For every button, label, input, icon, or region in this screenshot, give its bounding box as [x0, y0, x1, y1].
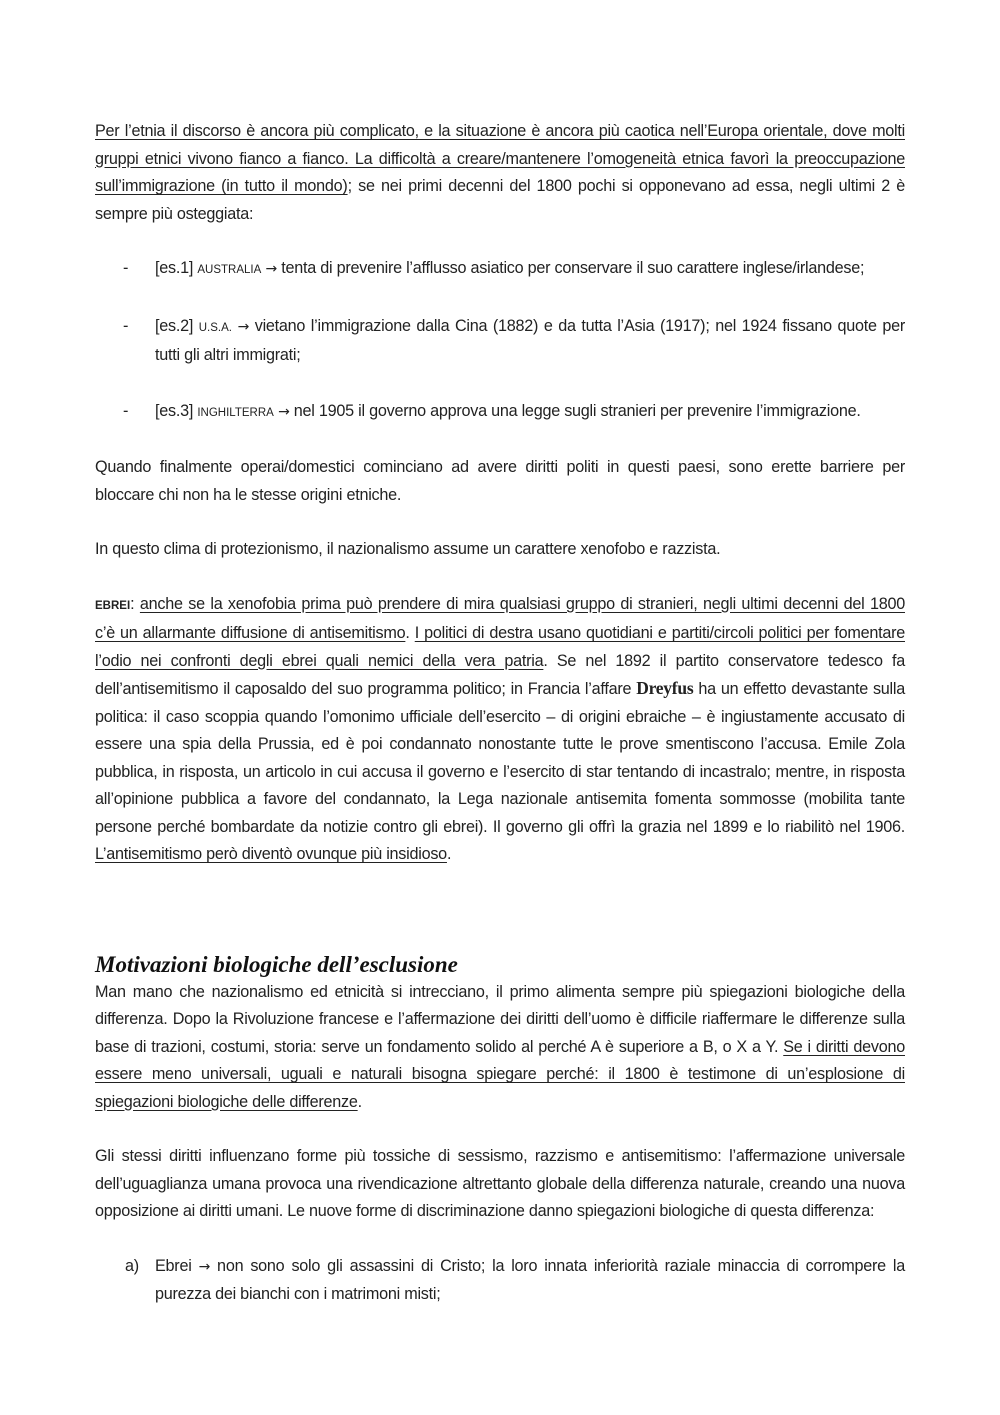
- bold-name: Dreyfus: [636, 678, 694, 698]
- alpha-list: [95, 1253, 905, 1309]
- example-text: tenta di prevenire l’afflusso asiatico per conservare il suo carattere inglese/irlandese;: [281, 259, 865, 277]
- paragraph-protectionism: In questo clima di protezionismo, il nazionalismo assume un carattere xenofobo e razzista.: [95, 540, 721, 558]
- example-text: nel 1905 il governo approva una legge sugli stranieri per prevenire l’immigrazione.: [293, 401, 861, 420]
- example-ref: [es.3]: [155, 401, 198, 420]
- section-heading: Motivazioni biologiche dell’esclusione: [95, 951, 458, 977]
- section-label: EBREI: [95, 599, 131, 612]
- bullet-dash: -: [123, 316, 129, 335]
- list-item: [95, 255, 905, 285]
- paragraph-barriers: Quando finalmente operai/domestici cominciano ad avere diritti politi in questi paesi, sono erette barriere per bloccare chi non ha le stesse origini etniche.: [95, 458, 905, 504]
- list-marker: a): [125, 1256, 139, 1275]
- paragraph-jews: [95, 591, 905, 869]
- country-name: U.S.A.: [198, 321, 232, 334]
- bullet-dash: -: [123, 259, 129, 277]
- paragraph-rights: Gli stessi diritti influenzano forme più tossiche di sessismo, razzismo e antisemitismo: l’affermazione universale dell’uguaglianza umana provoca una rivendicazione altrettanto globale della differenza naturale, creando una nuova opposizione ai diritti umani. Le nuove forme di discriminazione danno spiegazioni biologiche di questa differenza:: [95, 1147, 905, 1220]
- underlined-text: Per l’etnia il discorso è ancora più complicato, e la situazione è ancora più caotica nell’Europa orientale, dove molti gruppi etnici vivono fianco a fianco. La difficoltà a creare/mantenere l’omogeneità etnica favorì la preoccupazione sull’immigrazione (in tutto il mondo): [95, 122, 905, 195]
- arrow-right-icon: →: [237, 318, 250, 335]
- country-name: INGHILTERRA: [197, 406, 274, 419]
- list-text: non sono solo gli assassini di Cristo; la loro innata inferiorità raziale minaccia di corrompere la purezza dei bianchi con i matrimoni misti;: [155, 1256, 905, 1303]
- paragraph-text: ; se nei primi decenni del 1800 pochi si opponevano ad essa, negli ultimi 2 è sempre più osteggiata:: [95, 177, 905, 223]
- underlined-text: I politici di destra usano quotidiani e partiti/circoli politici per fomentare l’odio nei confronti degli ebrei quali nemici della vera patria: [95, 624, 905, 670]
- example-ref: [es.2]: [155, 316, 199, 335]
- paragraph-text: Man mano che nazionalismo ed etnicità si intrecciano, il primo alimenta sempre più spiegazioni biologiche della differenza. Dopo la Rivoluzione francese e l’affermazione dei diritti dell’uomo è difficile riaffermare le differenze sulla base di trazioni, costumi, storia: serve un fondamento solido al perché A è superiore a B, o X a Y.: [95, 982, 905, 1056]
- list-item: [95, 313, 905, 370]
- example-text: vietano l’immigrazione dalla Cina (1882) e da tutta l’Asia (1917); nel 1924 fissano quote per tutti gli altri immigrati;: [155, 316, 906, 364]
- paragraph-text: . Se nel 1892 il partito conservatore tedesco fa dell’antisemitismo il caposaldo del suo programma politico; in Francia l’affare: [95, 651, 906, 698]
- example-ref: [es.1]: [155, 259, 198, 277]
- arrow-right-icon: →: [265, 261, 277, 277]
- paragraph-ethnicity: [95, 118, 905, 228]
- country-name: AUSTRALIA: [197, 264, 262, 276]
- underlined-text: Se i diritti devono essere meno universali, uguali e naturali bisogna spiegare perché: il 1800 è testimone di un’esplosione di spiegazioni biologiche delle differenze: [95, 1037, 905, 1111]
- list-item: [95, 398, 905, 428]
- paragraph-text: ha un effetto devastante sulla politica: il caso scoppia quando l’omonimo ufficiale dell’esercito – di origini ebraiche – è ingiustamente accusato di essere una spia della Prussia, ed è poi condannato nonostante tutte le prove smentiscono l’accusa. Emile Zola pubblica, in risposta, un articolo in cui accusa il governo e l’esercito di star tentando di incastralo; mentre, in risposta all’opinione pubblica a favore del condannato, la Lega nazionale antisemita fomenta sommosse (mobilita tante persone perché bombardate da notizie contro gli ebrei). Il governo gli offrì la grazia nel 1899 e lo riabilitò nel 1906.: [95, 680, 905, 836]
- arrow-right-icon: →: [198, 1258, 211, 1275]
- paragraph-biology: [95, 979, 905, 1117]
- paragraph-text: .: [446, 845, 452, 863]
- bullet-dash: -: [123, 401, 129, 420]
- underlined-text: anche se la xenofobia prima può prendere di mira qualsiasi gruppo di stranieri, negli ultimi decenni del 1800 c’è un allarmante diffusione di antisemitismo: [95, 594, 905, 642]
- underlined-text: L’antisemitismo però diventò ovunque più insidioso: [95, 845, 447, 863]
- list-item: [95, 1253, 905, 1309]
- paragraph-text: .: [405, 624, 415, 642]
- examples-list: [95, 255, 905, 427]
- list-term: Ebrei: [155, 1256, 199, 1275]
- paragraph-text: .: [357, 1092, 362, 1111]
- document-page: [95, 118, 905, 1309]
- paragraph-text: :: [130, 594, 140, 613]
- arrow-right-icon: →: [278, 403, 290, 420]
